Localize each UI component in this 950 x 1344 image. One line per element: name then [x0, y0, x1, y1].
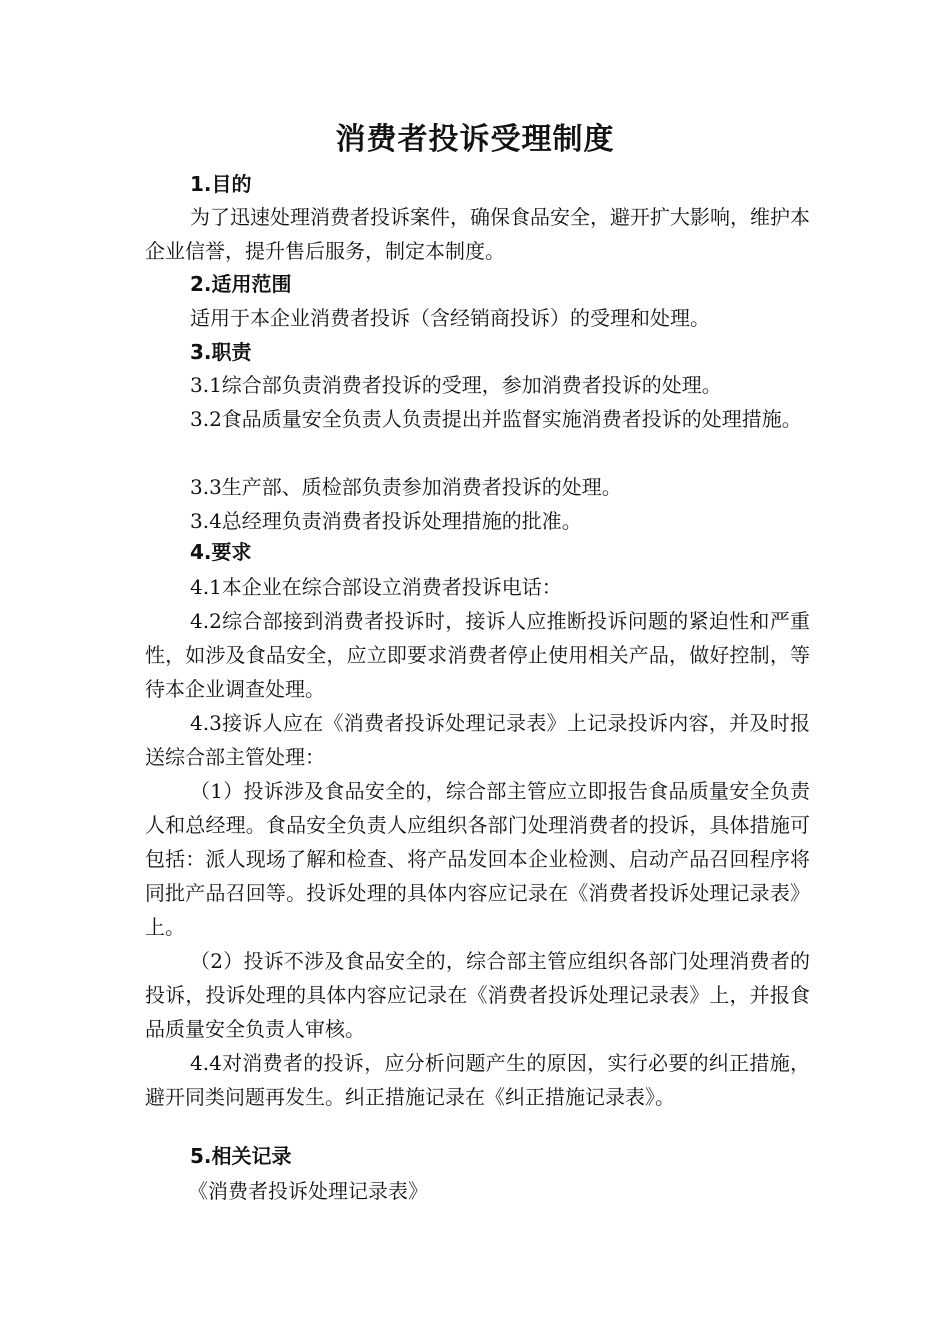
paragraph-records: 《消费者投诉处理记录表》	[188, 1179, 428, 1203]
paragraph-responsibility-3-4: 3.4总经理负责消费者投诉处理措施的批准。	[190, 509, 582, 533]
paragraph-requirement-4-3: 4.3接诉人应在《消费者投诉处理记录表》上记录投诉内容，并及时报送综合部主管处理：	[145, 711, 810, 769]
section-heading-requirements: 4.要求	[190, 540, 252, 564]
section-heading-purpose: 1.目的	[190, 172, 252, 196]
paragraph-scope: 适用于本企业消费者投诉（含经销商投诉）的受理和处理。	[190, 306, 710, 330]
paragraph-responsibility-3-1: 3.1综合部负责消费者投诉的受理，参加消费者投诉的处理。	[190, 373, 722, 397]
paragraph-responsibility-3-2: 3.2食品质量安全负责人负责提出并监督实施消费者投诉的处理措施。	[190, 407, 802, 431]
page-title: 消费者投诉受理制度	[335, 122, 615, 157]
paragraph-requirement-4-4: 4.4对消费者的投诉，应分析问题产生的原因，实行必要的纠正措施，避开同类问题再发生。纠正措施记录在《纠正措施记录表》。	[145, 1051, 810, 1109]
paragraph-purpose: 为了迅速处理消费者投诉案件，确保食品安全，避开扩大影响，维护本企业信誉，提升售后服务，制定本制度。	[145, 205, 810, 263]
paragraph-requirement-item-1: （1）投诉涉及食品安全的，综合部主管应立即报告食品质量安全负责人和总经理。食品安全负责人应组织各部门处理消费者的投诉，具体措施可包括：派人现场了解和检查、将产品发回本企业检测、启动产品召回程序将同批产品召回等。投诉处理的具体内容应记录在《消费者投诉处理记录表》上。	[145, 779, 810, 939]
paragraph-requirement-item-2: （2）投诉不涉及食品安全的，综合部主管应组织各部门处理消费者的投诉，投诉处理的具体内容应记录在《消费者投诉处理记录表》上，并报食品质量安全负责人审核。	[145, 949, 810, 1041]
section-heading-scope: 2.适用范围	[190, 272, 292, 296]
paragraph-requirement-4-2: 4.2综合部接到消费者投诉时，接诉人应推断投诉问题的紧迫性和严重性，如涉及食品安全，应立即要求消费者停止使用相关产品，做好控制，等待本企业调查处理。	[145, 609, 810, 701]
section-heading-records: 5.相关记录	[190, 1144, 292, 1168]
section-heading-responsibilities: 3.职责	[190, 340, 252, 364]
paragraph-responsibility-3-3: 3.3生产部、质检部负责参加消费者投诉的处理。	[190, 475, 622, 499]
paragraph-requirement-4-1: 4.1本企业在综合部设立消费者投诉电话：	[190, 575, 562, 599]
